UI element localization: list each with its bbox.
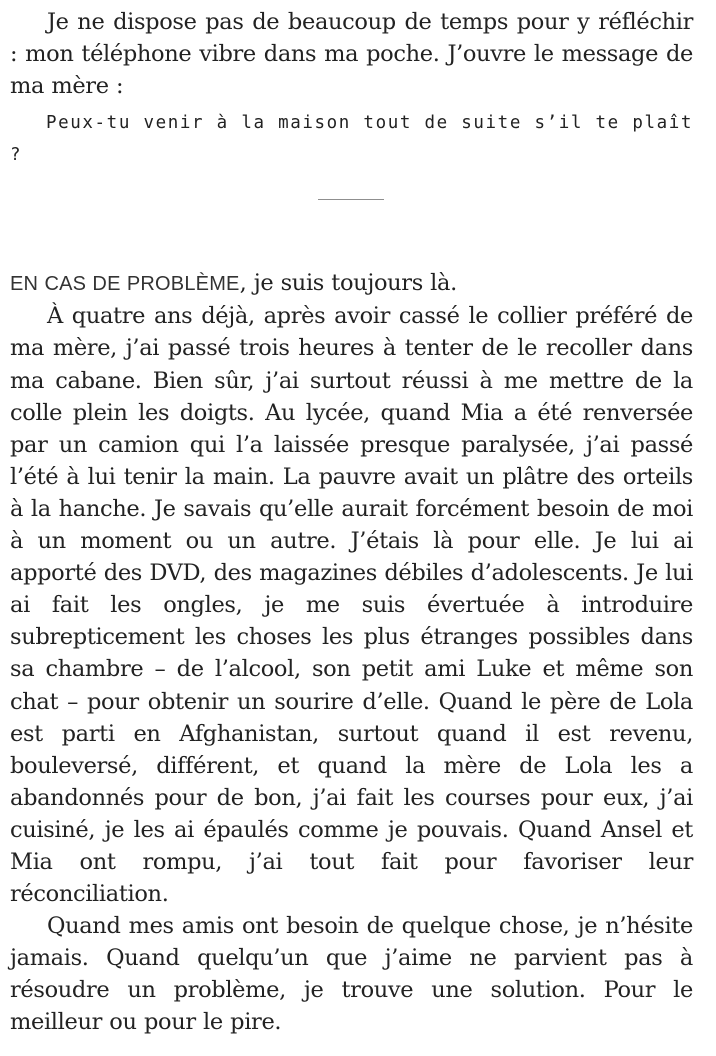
opening-rest: , je suis toujours là. — [239, 270, 457, 297]
text-message: Peux-tu venir à la maison tout de suite s’il te plaît ? — [10, 113, 693, 166]
paragraph-body-2: Quand mes amis ont besoin de quelque chose, je n’hésite jamais. Quand quelqu’un que j’aime ne parvient pas à résoudre un problème, je trouve une solution. Pour le meilleur ou pour le pire. — [10, 913, 693, 1036]
opening-small-caps: EN CAS DE PROBLÈME — [10, 273, 240, 296]
paragraph-body-1: À quatre ans déjà, après avoir cassé le collier préféré de ma mère, j’ai passé trois heures à tenter de le recoller dans ma cabane. Bien sûr, j’ai surtout réussi à me mettre de la colle plein les doigts. Au lycée, quand Mia a été renversée par un camion qui l’a laissée presque paralysée, j’ai passé l’été à lui tenir la main. La pauvre avait un plâtre des orteils à la hanche. Je savais qu’elle aurait forcément besoin de moi à un moment ou un autre. J’étais là pour elle. Je lui ai apporté des DVD, des magazines débiles d’adolescents. Je lui ai fait les ongles, je me suis évertuée à introduire subrepticement les choses les plus étranges possibles dans sa chambre – de l’alcool, son petit ami Luke et même son chat – pour obtenir un sourire d’elle. Quand le père de Lola est parti en Afghanistan, surtout quand il est revenu, bouleversé, différent, et quand la mère de Lola les a abandonnés pour de bon, j’ai fait les courses pour eux, j’ai cuisiné, je les ai épaulés comme je pouvais. Quand Ansel et Mia ont rompu, j’ai tout fait pour favoriser leur réconciliation. — [10, 303, 693, 908]
opening-line — [10, 267, 693, 300]
section-separator-line — [318, 199, 384, 200]
paragraph-intro: Je ne dispose pas de beaucoup de temps pour y réfléchir : mon téléphone vibre dans ma poche. J’ouvre le message de ma mère : — [10, 9, 693, 100]
book-page — [10, 6, 693, 1039]
section-break — [10, 171, 693, 267]
